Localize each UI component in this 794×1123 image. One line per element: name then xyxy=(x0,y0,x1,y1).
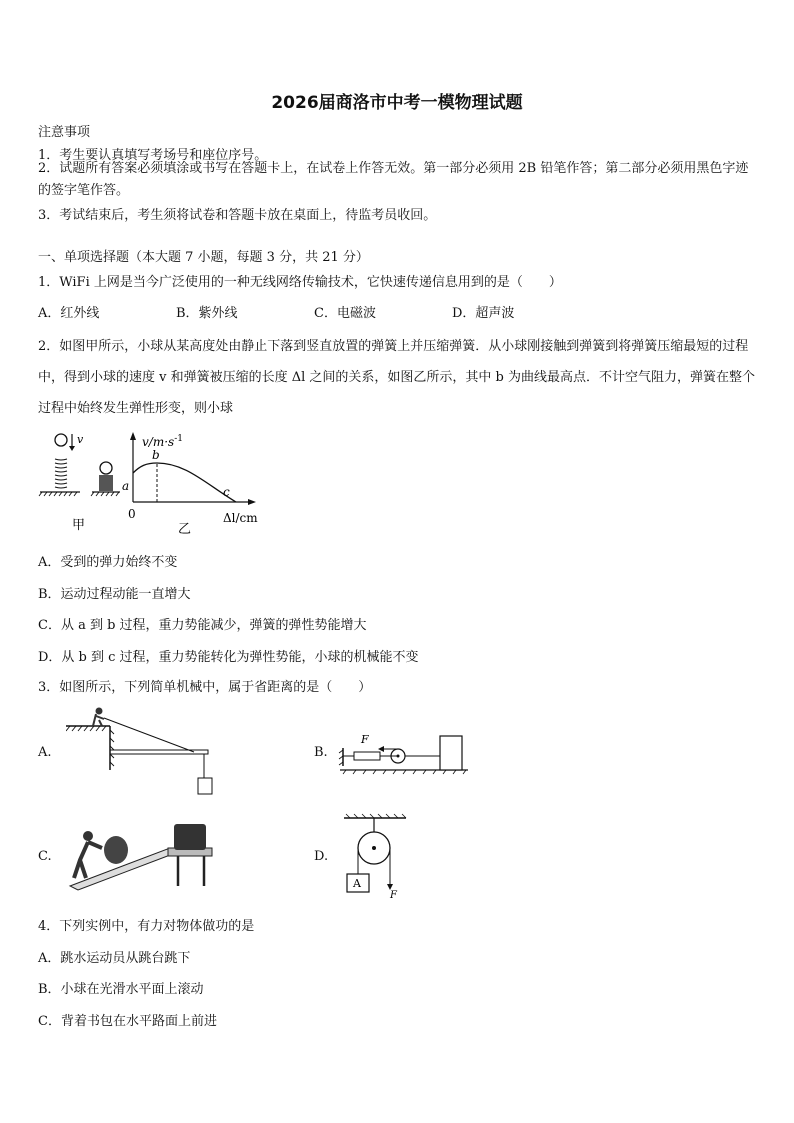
force-label-f: F xyxy=(361,733,369,746)
ball-on-spring xyxy=(100,462,112,474)
block xyxy=(440,736,462,770)
hanging-weight xyxy=(198,778,212,794)
q4-option-b: B．小球在光滑水平面上滚动 xyxy=(38,982,204,997)
q3-label-d: D. xyxy=(314,849,329,864)
q3-figure-b xyxy=(336,728,471,776)
q3-label-a: A. xyxy=(38,745,52,760)
person-body xyxy=(93,714,104,726)
q4-option-a: A．跳水运动员从跳台跳下 xyxy=(38,951,191,966)
q1-stem: 1．WiFi 上网是当今广泛使用的一种无线网络传输技术，它快速传递信息用到的是（ ） xyxy=(38,275,562,290)
y-axis-arrow xyxy=(130,432,136,440)
caption-jia: 甲 xyxy=(72,518,86,533)
rope xyxy=(104,718,194,752)
q2-option-a: A．受到的弹力始终不变 xyxy=(38,555,178,570)
origin-label: 0 xyxy=(128,507,136,521)
section-heading: 一、单项选择题（本大题 7 小题，每题 3 分，共 21 分） xyxy=(38,250,369,265)
notice-item-2: 2．试题所有答案必须填涂或书写在答题卡上，在试卷上作答无效。第一部分必须用 2B 铅笔作答；第二部分必须用黑色字迹的签字笔作答。 xyxy=(38,161,749,198)
q3-figure-d xyxy=(340,812,410,902)
q3-label-c: C. xyxy=(38,849,52,864)
q3-label-b: B. xyxy=(314,745,328,760)
pulley-center xyxy=(372,846,376,850)
v-curve xyxy=(133,463,236,502)
worker-body xyxy=(74,842,102,878)
point-b-label: b xyxy=(152,448,160,462)
spring-scale xyxy=(354,752,380,760)
x-axis-label: Δl/cm xyxy=(223,511,258,525)
notice-item-1: 1．考生要认真填写考场号和座位序号。 xyxy=(38,148,268,163)
q3-stem: 3．如图所示，下列简单机械中，属于省距离的是（ ） xyxy=(38,680,372,695)
force-arrowhead xyxy=(378,746,384,752)
q2-option-c: C．从 a 到 b 过程，重力势能减少，弹簧的弹性势能增大 xyxy=(38,618,367,633)
caption-yi: 乙 xyxy=(178,522,192,537)
x-axis-arrow xyxy=(248,499,256,505)
q4-option-c: C．背着书包在水平路面上前进 xyxy=(38,1014,217,1029)
q1-option-a: A．红外线 xyxy=(38,306,100,321)
velocity-arrowhead xyxy=(69,446,75,451)
pulley-axle xyxy=(397,755,400,758)
q2-stem: 2．如图甲所示，小球从某高度处由静止下落到竖直放置的弹簧上并压缩弹簧．从小球刚接触到弹簧到将弹簧压缩最短的过程中，得到小球的速度 v 和弹簧被压缩的长度 Δl 之间的关系，如图乙所示，其中 b 为曲线最高点．不计空气阻力，弹簧在整个过程中始终发生弹性形变，则小球 xyxy=(38,339,756,416)
q1-option-c: C．电磁波 xyxy=(314,306,376,321)
notice-item-3: 3．考试结束后，考生须将试卷和答题卡放在桌面上，待监考员收回。 xyxy=(38,208,437,223)
block-a-label: A xyxy=(353,877,361,890)
spring-compressed xyxy=(99,475,113,491)
q2-option-b: B．运动过程动能一直增大 xyxy=(38,587,191,602)
falling-ball xyxy=(55,434,67,446)
q1-option-d: D．超声波 xyxy=(452,306,515,321)
crate xyxy=(174,824,206,850)
q3-figure-a xyxy=(66,700,236,800)
q1-option-b: B．紫外线 xyxy=(176,306,238,321)
q2-figure xyxy=(36,426,276,538)
q3-figure-c xyxy=(66,820,216,892)
spring-left xyxy=(55,459,67,488)
q2-option-d: D．从 b 到 c 过程，重力势能转化为弹性势能，小球的机械能不变 xyxy=(38,650,419,665)
barrel xyxy=(104,836,128,864)
notice-heading: 注意事项 xyxy=(38,125,91,140)
point-a-label: a xyxy=(122,479,130,493)
q4-stem: 4．下列实例中，有力对物体做功的是 xyxy=(38,919,255,934)
worker-head xyxy=(83,831,93,841)
person-head xyxy=(96,708,103,715)
velocity-label: v xyxy=(77,433,84,446)
force-label-f: F xyxy=(390,890,397,901)
y-axis-label: $v/m\cdot s^{-1}$ xyxy=(142,434,183,449)
point-c-label: c xyxy=(223,485,230,499)
page-title: 2026届商洛市中考一模物理试题 xyxy=(271,93,523,113)
